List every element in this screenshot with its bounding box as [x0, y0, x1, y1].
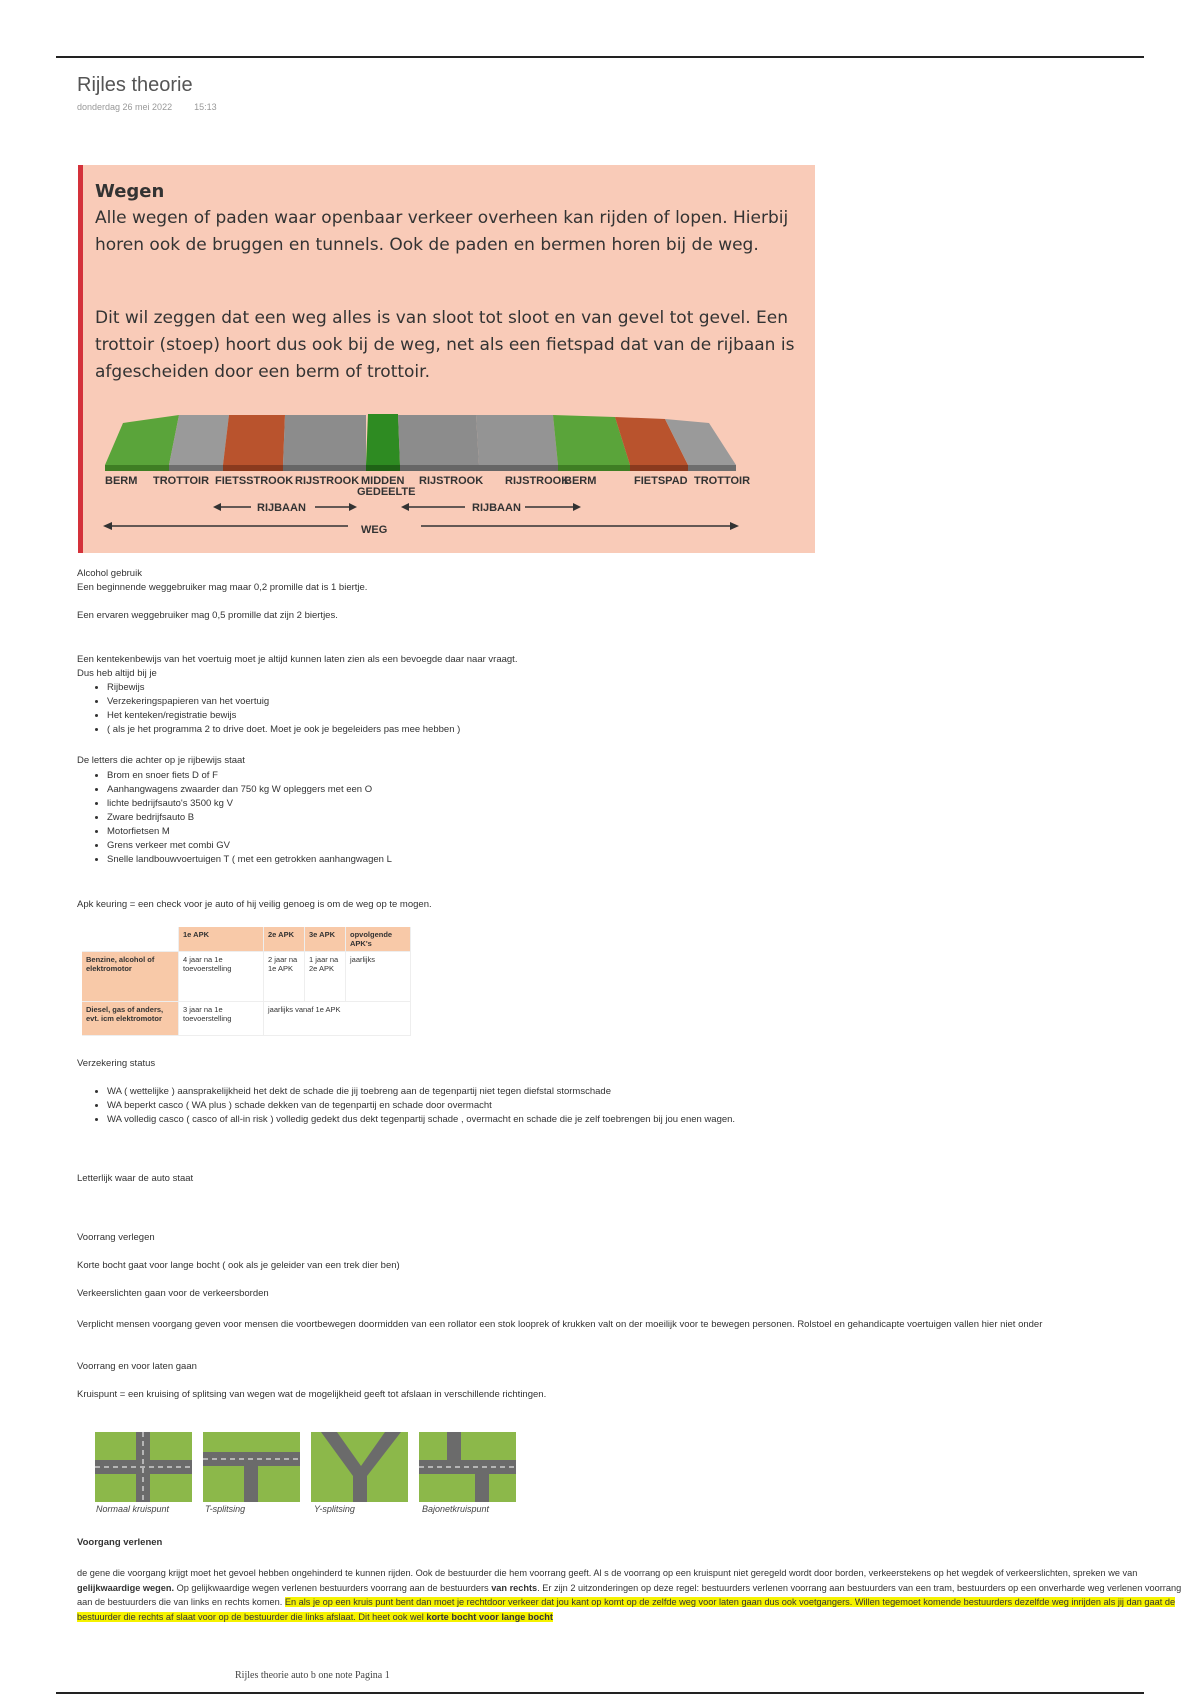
verzekering-list	[77, 1085, 735, 1127]
junction-caption: Bajonetkruispunt	[422, 1504, 490, 1514]
para-text: . Er zijn 2 uitzonderingen op deze regel: bestuurders verlenen voorrang aan bestuurders van een tram, bestuurders op een onverharde weg verlenen voorrang aan de bestuurders die van links en rechts komen.	[77, 1582, 1182, 1607]
label-trottoir: TROTTOIR	[153, 475, 210, 487]
label-gedeelte: GEDEELTE	[357, 486, 416, 498]
kenteken-list	[77, 681, 460, 737]
list-item: • Grens verkeer met combi GV	[107, 839, 392, 853]
list-item: • Motorfietsen M	[107, 825, 392, 839]
voorgang-title: Voorgang verlenen	[77, 1537, 163, 1548]
apk-cell: 3 jaar na 1e toevoerstelling	[179, 1002, 264, 1036]
junction-caption: T-splitsing	[205, 1504, 246, 1514]
para-bold: gelijkwaardige wegen.	[77, 1582, 175, 1593]
voorrang-verlegen-title: Voorrang verlegen	[77, 1232, 155, 1243]
list-item: • Aanhangwagens zwaarder dan 750 kg W opleggers met een O	[107, 783, 392, 797]
road-rijstrook-1	[283, 415, 366, 465]
page-footer: Rijles theorie auto b one note Pagina 1	[235, 1670, 390, 1681]
apk-cell: jaarlijks	[346, 952, 411, 1002]
road-midden	[366, 414, 400, 465]
label-rijstrook: RIJSTROOK	[419, 475, 484, 487]
junction-t-splitsing	[203, 1432, 300, 1502]
voorgang-paragraph	[77, 1566, 1187, 1624]
page-title: Rijles theorie	[77, 74, 193, 96]
list-item: • Rijbewijs	[107, 681, 460, 695]
para-bold: van rechts	[491, 1582, 538, 1593]
alcohol-title: Alcohol gebruik	[77, 568, 142, 579]
kruispunt-text: Kruispunt = een kruising of splitsing van wegen wat de mogelijkheid geeft tot afslaan in verschillende richtingen.	[77, 1389, 547, 1400]
list-item: • Snelle landbouwvoertuigen T ( met een getrokken aanhangwagen L	[107, 853, 392, 867]
apk-header: 3e APK	[305, 927, 346, 952]
junction-illustrations	[95, 1432, 525, 1504]
list-item: • Verzekeringspapieren van het voertuig	[107, 695, 460, 709]
road-rijstrook-2	[398, 415, 479, 465]
apk-cell: 2 jaar na 1e APK	[264, 952, 305, 1002]
apk-cell: jaarlijks vanaf 1e APK	[264, 1002, 411, 1036]
list-item: • ( als je het programma 2 to drive doet. Moet je ook je begeleiders pas mee hebben )	[107, 723, 460, 737]
junction-bajonetkruispunt	[419, 1432, 516, 1502]
page-date: donderdag 26 mei 2022	[77, 102, 173, 112]
apk-row-header: Diesel, gas of anders, evt. icm elektromotor	[82, 1002, 179, 1036]
apk-table	[82, 927, 411, 1036]
para-highlight: En als je op een kruis punt bent dan moet je rechtdoor verkeer dat jou kant op komt op de zelfde weg voor laten gaan dus ook voetgangers. Willen tegemoet komende bestuurders dezelfde weg inrijden als jij dan gaat de bestuurder die rechts af slaat voor op de bestuurder die links afslaat. Dit heet ook wel	[77, 1597, 1176, 1622]
list-item: • lichte bedrijfsauto's 3500 kg V	[107, 797, 392, 811]
label-berm: BERM	[105, 475, 138, 487]
label-rijstrook: RIJSTROOK	[505, 475, 570, 487]
junction-normaal-kruispunt	[95, 1432, 192, 1502]
kenteken-line-2: Dus heb altijd bij je	[77, 668, 157, 679]
apk-intro: Apk keuring = een check voor je auto of hij veilig genoeg is om de weg op te mogen.	[77, 899, 432, 910]
alcohol-line-2: Een ervaren weggebruiker mag 0,5 promille dat zijn 2 biertjes.	[77, 610, 338, 621]
page-time: 15:13	[194, 102, 217, 112]
list-item: • WA beperkt casco ( WA plus ) schade dekken van de tegenpartij en schade door overmacht	[107, 1099, 735, 1113]
list-item: • Zware bedrijfsauto B	[107, 811, 392, 825]
label-berm: BERM	[564, 475, 597, 487]
list-item: • WA volledig casco ( casco of all-in risk ) volledig gedekt dus dekt tegenpartij schade , overmacht en schade die je zelf toebrengen bij jou enen wagen.	[107, 1113, 735, 1127]
verzekering-title: Verzekering status	[77, 1058, 156, 1069]
wegen-heading: Wegen	[95, 181, 165, 202]
apk-cell: 4 jaar na 1e toevoerstelling	[179, 952, 264, 1002]
apk-header: opvolgende APK's	[346, 927, 411, 952]
road-cross-section-diagram	[83, 165, 815, 553]
para-text: Op gelijkwaardige wegen verlenen bestuurders voorrang aan de bestuurders	[174, 1582, 492, 1593]
letterlijk-text: Letterlijk waar de auto staat	[77, 1173, 194, 1184]
kenteken-line-1: Een kentekenbewijs van het voertuig moet je altijd kunnen laten zien als een bevoegde daar naar vraagt.	[77, 654, 518, 665]
para-highlight-bold: korte bocht voor lange bocht	[426, 1611, 553, 1622]
wegen-infographic	[78, 165, 815, 553]
apk-row-header: Benzine, alcohol of elektromotor	[82, 952, 179, 1002]
verkeerslichten-text: Verkeerslichten gaan voor de verkeersborden	[77, 1288, 269, 1299]
label-fietspad: FIETSPAD	[634, 475, 688, 487]
list-item: • Het kenteken/registratie bewijs	[107, 709, 460, 723]
label-weg: WEG	[361, 524, 388, 536]
junction-y-splitsing	[311, 1432, 408, 1502]
letters-title: De letters die achter op je rijbewijs staat	[77, 755, 245, 766]
road-trottoir-left	[169, 415, 229, 465]
page-timestamp	[77, 102, 239, 112]
bottom-rule	[56, 1692, 1144, 1694]
junction-caption: Y-splitsing	[314, 1504, 355, 1514]
alcohol-line-1: Een beginnende weggebruiker mag maar 0,2 promille dat is 1 biertje.	[77, 582, 368, 593]
voorrang-voor-laten-title: Voorrang en voor laten gaan	[77, 1361, 197, 1372]
letters-list	[77, 769, 392, 867]
wegen-paragraph-1: Alle wegen of paden waar openbaar verkeer overheen kan rijden of lopen. Hierbij horen ook de bruggen en tunnels. Ook de paden en bermen horen bij de weg.	[95, 208, 789, 255]
apk-header: 1e APK	[179, 927, 264, 952]
label-trottoir: TROTTOIR	[694, 475, 751, 487]
korte-bocht-text: Korte bocht gaat voor lange bocht ( ook als je geleider van een trek dier ben)	[77, 1260, 400, 1271]
apk-cell: 1 jaar na 2e APK	[305, 952, 346, 1002]
label-rijstrook: RIJSTROOK	[295, 475, 360, 487]
label-rijbaan-left: RIJBAAN	[257, 502, 306, 514]
road-fietsstrook	[223, 415, 285, 465]
label-fietsstrook: FIETSSTROOK	[215, 475, 294, 487]
label-midden: MIDDEN	[361, 475, 405, 487]
road-berm-left	[105, 415, 179, 465]
top-rule	[56, 56, 1144, 58]
wegen-paragraph-2: Dit wil zeggen dat een weg alles is van sloot tot sloot en van gevel tot gevel. Een trottoir (stoep) hoort dus ook bij de weg, net als een fietspad dat van de rijbaan is afgescheiden door een berm of trottoir.	[95, 308, 795, 382]
road-rijstrook-3	[476, 415, 558, 465]
label-rijbaan-right: RIJBAAN	[472, 502, 521, 514]
verplicht-text: Verplicht mensen voorgang geven voor mensen die voortbewegen doormidden van een rollator een stok looprek of krukken valt on der moeilijk voor te bewegen personen. Rolstoel en gehandicapte voertuigen vallen hier niet onder	[77, 1319, 1043, 1330]
list-item: • Brom en snoer fiets D of F	[107, 769, 392, 783]
junction-caption: Normaal kruispunt	[96, 1504, 170, 1514]
list-item: • WA ( wettelijke ) aansprakelijkheid het dekt de schade die jij toebreng aan de tegenpartij niet tegen diefstal stormschade	[107, 1085, 735, 1099]
para-text: de gene die voorgang krijgt moet het gevoel hebben ongehinderd te kunnen rijden. Ook de bestuurder die hem voorrang geeft. Al s de voorrang op een kruispunt niet geregeld wordt door borden, verkeerstekens op het wegdek of verkeerslichten, spreken we van	[77, 1568, 1138, 1578]
apk-header: 2e APK	[264, 927, 305, 952]
